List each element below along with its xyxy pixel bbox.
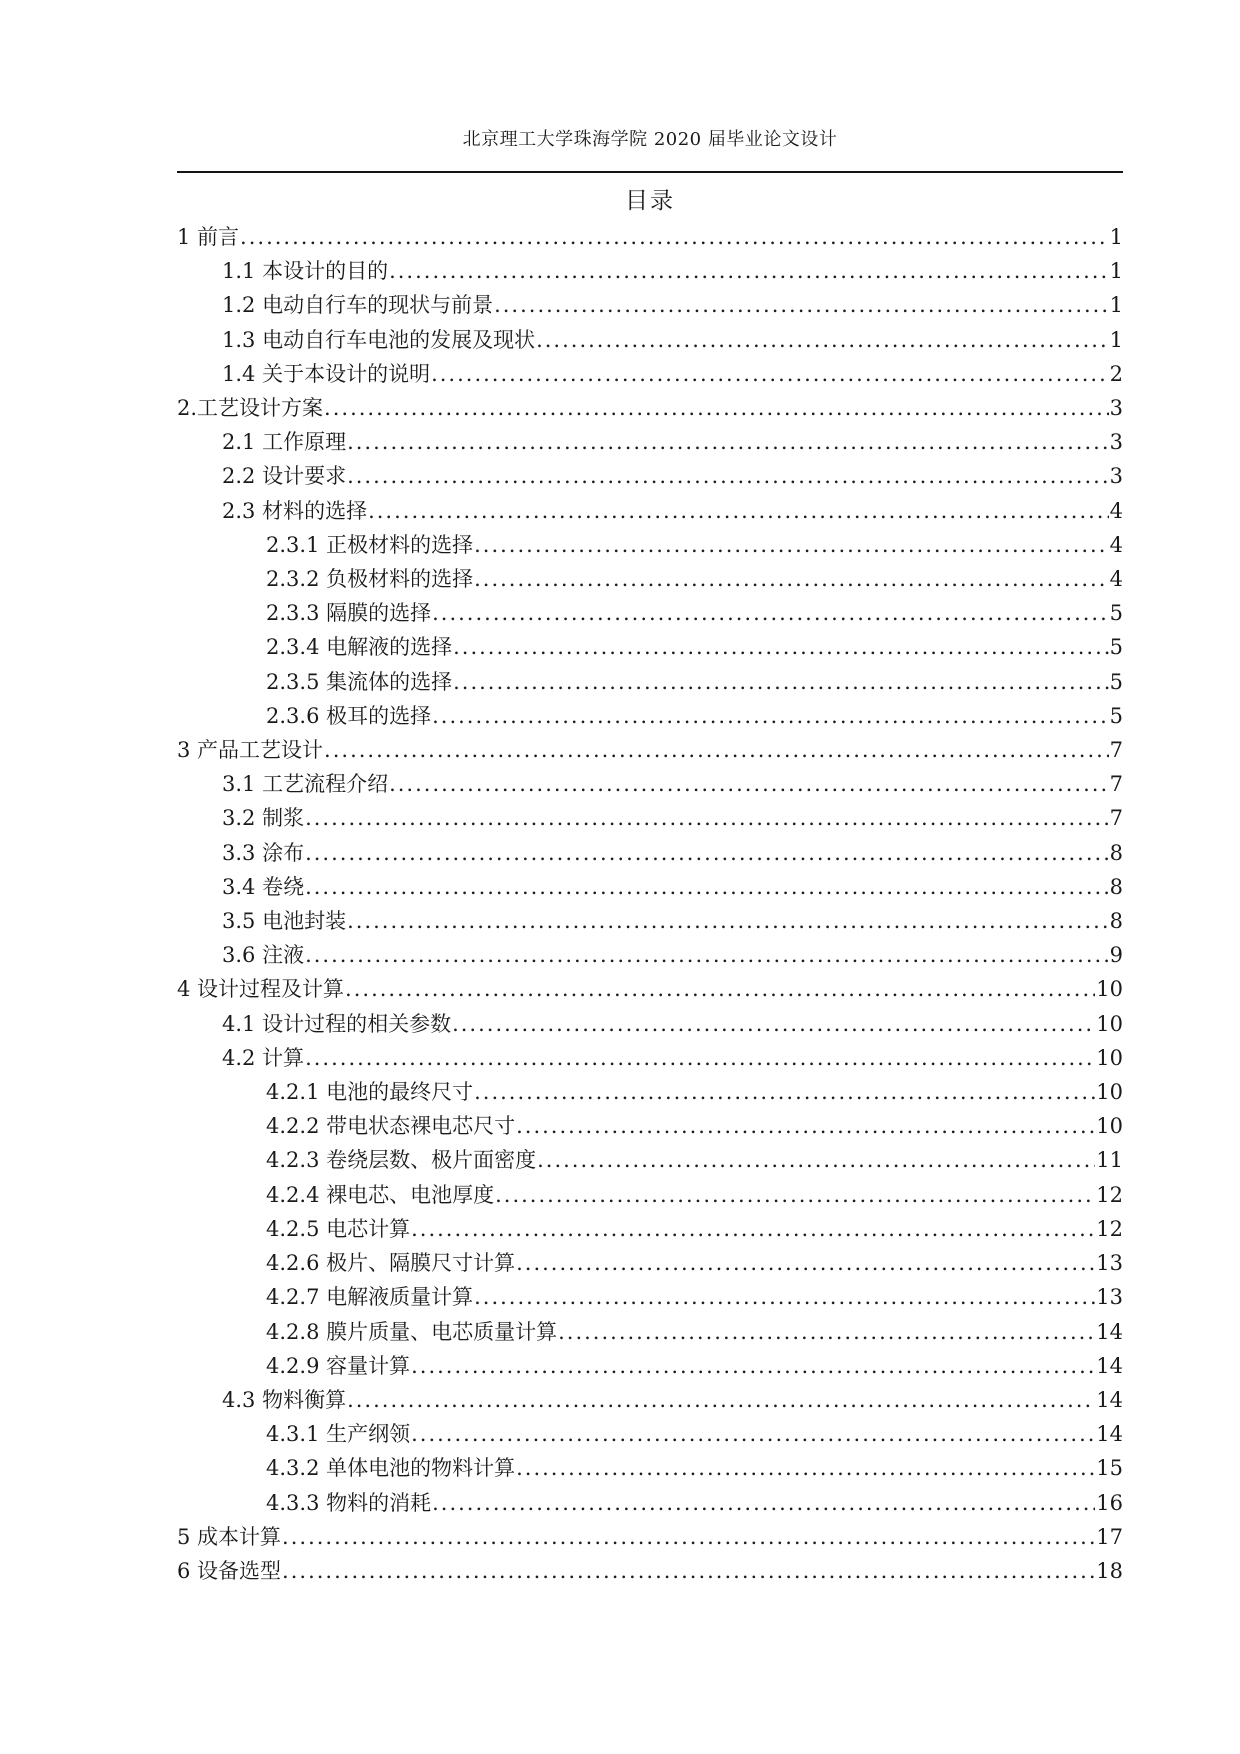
toc-entry-page: 13 (1096, 1285, 1123, 1310)
toc-entry-page: 16 (1096, 1490, 1123, 1515)
toc-entry-page: 5 (1109, 669, 1123, 694)
toc-entry (177, 1417, 1123, 1451)
toc-entry (177, 288, 1123, 322)
toc-leader-dots (305, 1041, 1095, 1075)
toc-leader-dots (347, 459, 1109, 493)
toc-leader-dots (537, 1143, 1095, 1177)
toc-entry-label: 2.3.5 集流体的选择 (266, 669, 453, 694)
toc-entry (177, 665, 1123, 699)
toc-entry-label: 4.3 物料衡算 (222, 1387, 347, 1412)
toc-entry-page: 8 (1109, 909, 1123, 934)
toc-leader-dots (516, 1451, 1095, 1485)
toc-entry-page: 18 (1096, 1558, 1123, 1583)
toc-entry (177, 904, 1123, 938)
toc-entry-page: 10 (1096, 1045, 1123, 1070)
toc-entry-page: 8 (1109, 874, 1123, 899)
toc-entry-page: 3 (1109, 464, 1123, 489)
toc-entry-page: 5 (1109, 601, 1123, 626)
toc-leader-dots (389, 254, 1109, 288)
toc-leader-dots (516, 1109, 1095, 1143)
toc-entry-label: 3.5 电池封装 (222, 909, 347, 934)
toc-entry (177, 1280, 1123, 1314)
toc-entry-page: 10 (1096, 1011, 1123, 1036)
toc-leader-dots (305, 938, 1109, 972)
toc-entry-page: 4 (1109, 567, 1123, 592)
toc-leader-dots (305, 836, 1109, 870)
toc-entry-label: 2.3 材料的选择 (222, 498, 368, 523)
toc-entry-page: 10 (1096, 1080, 1123, 1105)
toc-entry-label: 1.3 电动自行车电池的发展及现状 (222, 327, 536, 352)
toc-entry-label: 2.2 设计要求 (222, 464, 347, 489)
toc-entry-label: 1 前言 (177, 225, 240, 249)
toc-entry-page: 7 (1109, 772, 1123, 797)
toc-leader-dots (453, 630, 1109, 664)
toc-entry (177, 1520, 1123, 1554)
toc-entry-label: 4.2.9 容量计算 (266, 1353, 411, 1378)
toc-entry-label: 2.工艺设计方案 (177, 396, 324, 421)
toc-entry-label: 4 设计过程及计算 (177, 977, 345, 1002)
toc-leader-dots (474, 528, 1109, 562)
toc-entry-page: 1 (1109, 293, 1123, 318)
toc-leader-dots (305, 801, 1109, 835)
toc-leader-dots (536, 323, 1109, 357)
toc-entry (177, 1486, 1123, 1520)
toc-entry-label: 4.2.7 电解液质量计算 (266, 1285, 474, 1310)
toc-entry-page: 7 (1109, 806, 1123, 831)
toc-entry-label: 2.1 工作原理 (222, 430, 347, 455)
toc-leader-dots (345, 972, 1095, 1006)
toc-leader-dots (453, 665, 1109, 699)
toc-entry-label: 3.6 注液 (222, 943, 305, 968)
toc-leader-dots (516, 1246, 1095, 1280)
toc-list (177, 220, 1123, 1588)
toc-leader-dots (495, 1178, 1095, 1212)
toc-entry (177, 1143, 1123, 1177)
toc-entry-page: 4 (1109, 498, 1123, 523)
toc-leader-dots (411, 1212, 1095, 1246)
toc-entry-page: 11 (1096, 1148, 1123, 1173)
toc-leader-dots (389, 767, 1109, 801)
toc-entry-label: 1.2 电动自行车的现状与前景 (222, 293, 494, 318)
toc-entry-page: 10 (1096, 977, 1123, 1002)
toc-title: 目录 (625, 188, 675, 214)
toc-entry (177, 323, 1123, 357)
toc-entry-label: 3.3 涂布 (222, 840, 305, 865)
toc-leader-dots (474, 1075, 1095, 1109)
toc-entry (177, 1041, 1123, 1075)
toc-entry-label: 4.3.3 物料的消耗 (266, 1490, 432, 1515)
toc-leader-dots (282, 1520, 1095, 1554)
toc-entry-label: 2.3.2 负极材料的选择 (266, 567, 474, 592)
toc-leader-dots (411, 1349, 1095, 1383)
toc-entry-label: 2.3.6 极耳的选择 (266, 703, 432, 728)
toc-entry-page: 14 (1096, 1319, 1123, 1344)
toc-entry-label: 4.2.6 极片、隔膜尺寸计算 (266, 1251, 516, 1276)
toc-leader-dots (347, 425, 1109, 459)
toc-entry (177, 1109, 1123, 1143)
toc-entry-label: 4.3.2 单体电池的物料计算 (266, 1456, 516, 1481)
toc-entry-label: 4.2.3 卷绕层数、极片面密度 (266, 1148, 537, 1173)
toc-entry (177, 1383, 1123, 1417)
toc-entry (177, 870, 1123, 904)
toc-entry (177, 1007, 1123, 1041)
toc-entry (177, 1246, 1123, 1280)
toc-leader-dots (432, 699, 1109, 733)
toc-entry-label: 4.2.8 膜片质量、电芯质量计算 (266, 1319, 558, 1344)
toc-entry-label: 2.3.1 正极材料的选择 (266, 532, 474, 557)
toc-entry-page: 13 (1096, 1251, 1123, 1276)
toc-entry (177, 494, 1123, 528)
toc-entry-label: 4.2.1 电池的最终尺寸 (266, 1080, 474, 1105)
toc-entry (177, 357, 1123, 391)
toc-entry-page: 14 (1096, 1353, 1123, 1378)
toc-entry (177, 767, 1123, 801)
toc-entry-page: 12 (1096, 1182, 1123, 1207)
toc-leader-dots (347, 1383, 1095, 1417)
toc-leader-dots (474, 562, 1109, 596)
toc-leader-dots (324, 391, 1109, 425)
toc-leader-dots (324, 733, 1109, 767)
toc-entry-label: 4.2.5 电芯计算 (266, 1216, 411, 1241)
toc-leader-dots (432, 1486, 1095, 1520)
toc-entry-page: 2 (1109, 361, 1123, 386)
toc-leader-dots (432, 596, 1109, 630)
toc-leader-dots (431, 357, 1109, 391)
toc-entry (177, 220, 1123, 254)
toc-entry (177, 562, 1123, 596)
toc-entry-page: 1 (1109, 327, 1123, 352)
toc-leader-dots (452, 1007, 1095, 1041)
toc-entry-label: 3.4 卷绕 (222, 874, 305, 899)
toc-entry-label: 4.2 计算 (222, 1045, 305, 1070)
toc-entry-page: 8 (1109, 840, 1123, 865)
toc-entry-page: 5 (1109, 635, 1123, 660)
toc-entry (177, 733, 1123, 767)
toc-entry-label: 1.4 关于本设计的说明 (222, 361, 431, 386)
toc-entry (177, 1075, 1123, 1109)
toc-entry-label: 3.2 制浆 (222, 806, 305, 831)
toc-entry (177, 391, 1123, 425)
toc-entry-page: 7 (1109, 738, 1123, 763)
toc-entry (177, 1451, 1123, 1485)
toc-entry (177, 1554, 1123, 1588)
toc-entry (177, 1349, 1123, 1383)
toc-entry-page: 17 (1096, 1524, 1123, 1549)
toc-entry (177, 596, 1123, 630)
toc-entry (177, 254, 1123, 288)
toc-entry-label: 2.3.4 电解液的选择 (266, 635, 453, 660)
toc-entry-page: 12 (1096, 1216, 1123, 1241)
toc-entry-page: 3 (1109, 396, 1123, 421)
toc-entry (177, 801, 1123, 835)
toc-entry-page: 14 (1096, 1422, 1123, 1447)
toc-entry-page: 1 (1109, 225, 1123, 249)
toc-entry-page: 10 (1096, 1114, 1123, 1139)
toc-leader-dots (347, 904, 1109, 938)
toc-leader-dots (411, 1417, 1095, 1451)
toc-entry-label: 3.1 工艺流程介绍 (222, 772, 389, 797)
toc-entry (177, 528, 1123, 562)
toc-entry (177, 836, 1123, 870)
toc-entry (177, 630, 1123, 664)
toc-entry-label: 6 设备选型 (177, 1558, 282, 1583)
toc-entry-page: 1 (1109, 259, 1123, 284)
toc-entry-page: 9 (1109, 943, 1123, 968)
toc-entry-label: 4.1 设计过程的相关参数 (222, 1011, 452, 1036)
toc-entry (177, 425, 1123, 459)
toc-entry-label: 3 产品工艺设计 (177, 738, 324, 763)
toc-entry (177, 972, 1123, 1006)
toc-entry-label: 4.2.4 裸电芯、电池厚度 (266, 1182, 495, 1207)
toc-entry (177, 1178, 1123, 1212)
page-content (177, 128, 1123, 1588)
toc-leader-dots (494, 288, 1109, 322)
toc-leader-dots (368, 494, 1109, 528)
toc-entry-page: 15 (1096, 1456, 1123, 1481)
toc-leader-dots (558, 1315, 1095, 1349)
toc-leader-dots (305, 870, 1109, 904)
toc-entry-page: 4 (1109, 532, 1123, 557)
toc-entry (177, 938, 1123, 972)
toc-entry-label: 1.1 本设计的目的 (222, 259, 389, 284)
toc-entry-page: 3 (1109, 430, 1123, 455)
page-header: 北京理工大学珠海学院 2020 届毕业论文设计 (462, 129, 838, 150)
toc-entry (177, 1212, 1123, 1246)
toc-entry-label: 4.2.2 带电状态裸电芯尺寸 (266, 1114, 516, 1139)
toc-entry-page: 14 (1096, 1387, 1123, 1412)
toc-entry-page: 5 (1109, 703, 1123, 728)
toc-entry (177, 459, 1123, 493)
toc-entry-label: 5 成本计算 (177, 1524, 282, 1549)
toc-entry-label: 2.3.3 隔膜的选择 (266, 601, 432, 626)
toc-leader-dots (282, 1554, 1095, 1588)
toc-leader-dots (240, 220, 1109, 254)
toc-entry (177, 699, 1123, 733)
header-rule (177, 171, 1123, 173)
toc-leader-dots (474, 1280, 1095, 1314)
toc-entry-label: 4.3.1 生产纲领 (266, 1422, 411, 1447)
toc-entry (177, 1315, 1123, 1349)
